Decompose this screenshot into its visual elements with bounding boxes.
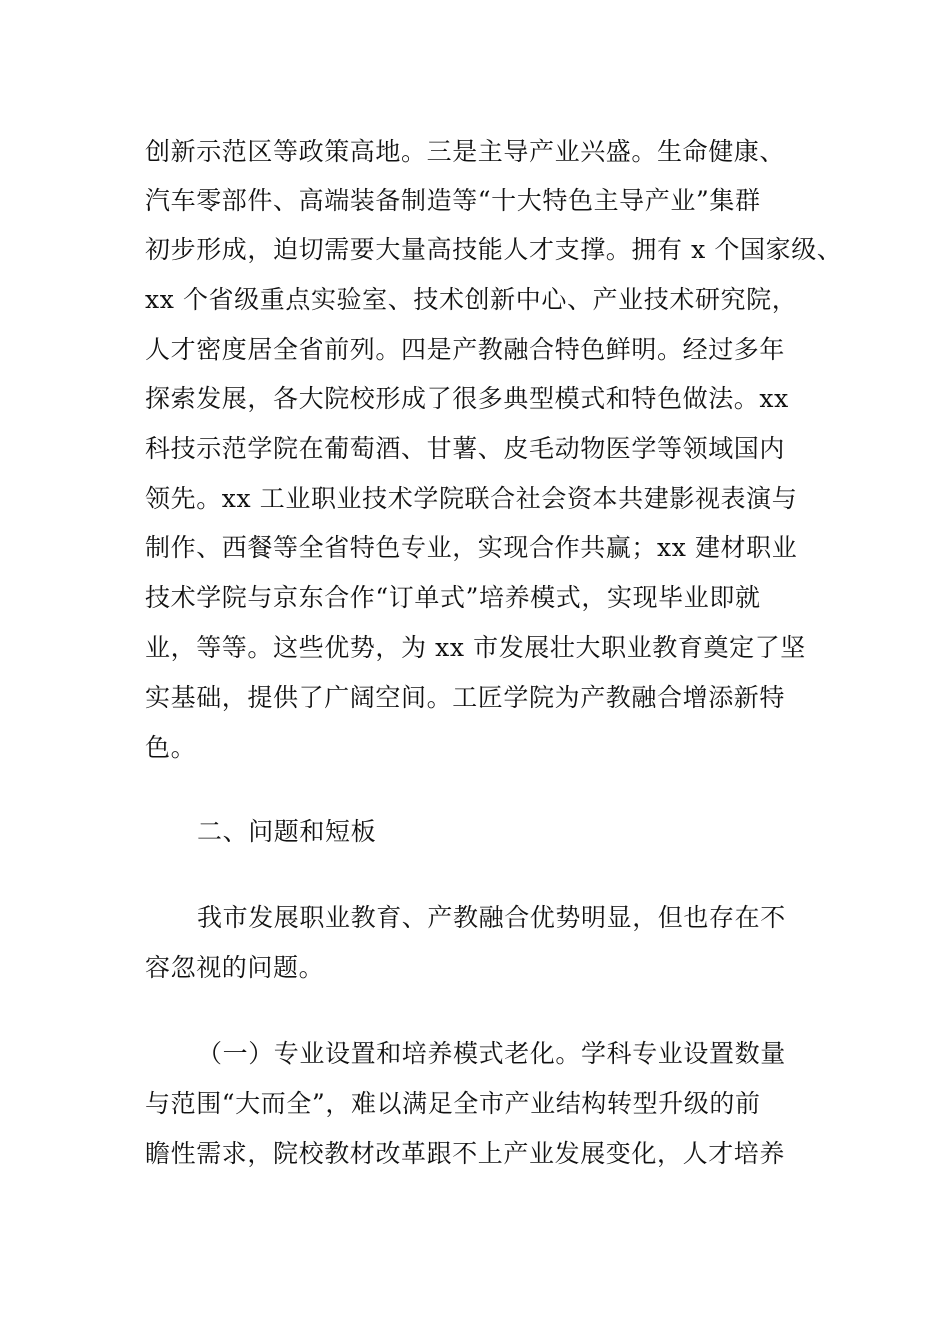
paragraph-1-line-13: 色。 — [145, 733, 197, 762]
paragraph-1-line-8: 领先。xx 工业职业技术学院联合社会资本共建影视表演与 — [145, 484, 798, 513]
section-heading: 二、问题和短板 — [197, 817, 377, 846]
paragraph-3-line-1: （一）专业设置和培养模式老化。学科专业设置数量 — [197, 1039, 786, 1068]
paragraph-1-line-4: xx 个省级重点实验室、技术创新中心、产业技术研究院， — [145, 285, 798, 314]
paragraph-1-line-9: 制作、西餐等全省特色专业，实现合作共赢；xx 建材职业 — [145, 533, 798, 562]
paragraph-1-line-3: 初步形成，迫切需要大量高技能人才支撑。拥有 x 个国家级、 — [145, 235, 843, 264]
paragraph-1-line-2: 汽车零部件、高端装备制造等“十大特色主导产业”集群 — [145, 186, 761, 215]
paragraph-1-line-12: 实基础，提供了广阔空间。工匠学院为产教融合增添新特 — [145, 683, 786, 712]
paragraph-2-line-2: 容忽视的问题。 — [145, 953, 325, 982]
paragraph-1-line-6: 探索发展，各大院校形成了很多典型模式和特色做法。xx — [145, 384, 789, 413]
paragraph-1-line-7: 科技示范学院在葡萄酒、甘薯、皮毛动物医学等领域国内 — [145, 434, 786, 463]
paragraph-1-line-10: 技术学院与京东合作“订单式”培养模式，实现毕业即就 — [145, 583, 761, 612]
paragraph-1-line-5: 人才密度居全省前列。四是产教融合特色鲜明。经过多年 — [145, 335, 786, 364]
paragraph-1-line-1: 创新示范区等政策高地。三是主导产业兴盛。生命健康、 — [145, 137, 786, 166]
paragraph-1-line-11: 业，等等。这些优势，为 xx 市发展壮大职业教育奠定了坚 — [145, 633, 806, 662]
paragraph-2-line-1: 我市发展职业教育、产教融合优势明显，但也存在不 — [197, 903, 786, 932]
paragraph-3-line-3: 瞻性需求，院校教材改革跟不上产业发展变化，人才培养 — [145, 1139, 786, 1168]
paragraph-3-line-2: 与范围“大而全”，难以满足全市产业结构转型升级的前 — [145, 1089, 761, 1118]
